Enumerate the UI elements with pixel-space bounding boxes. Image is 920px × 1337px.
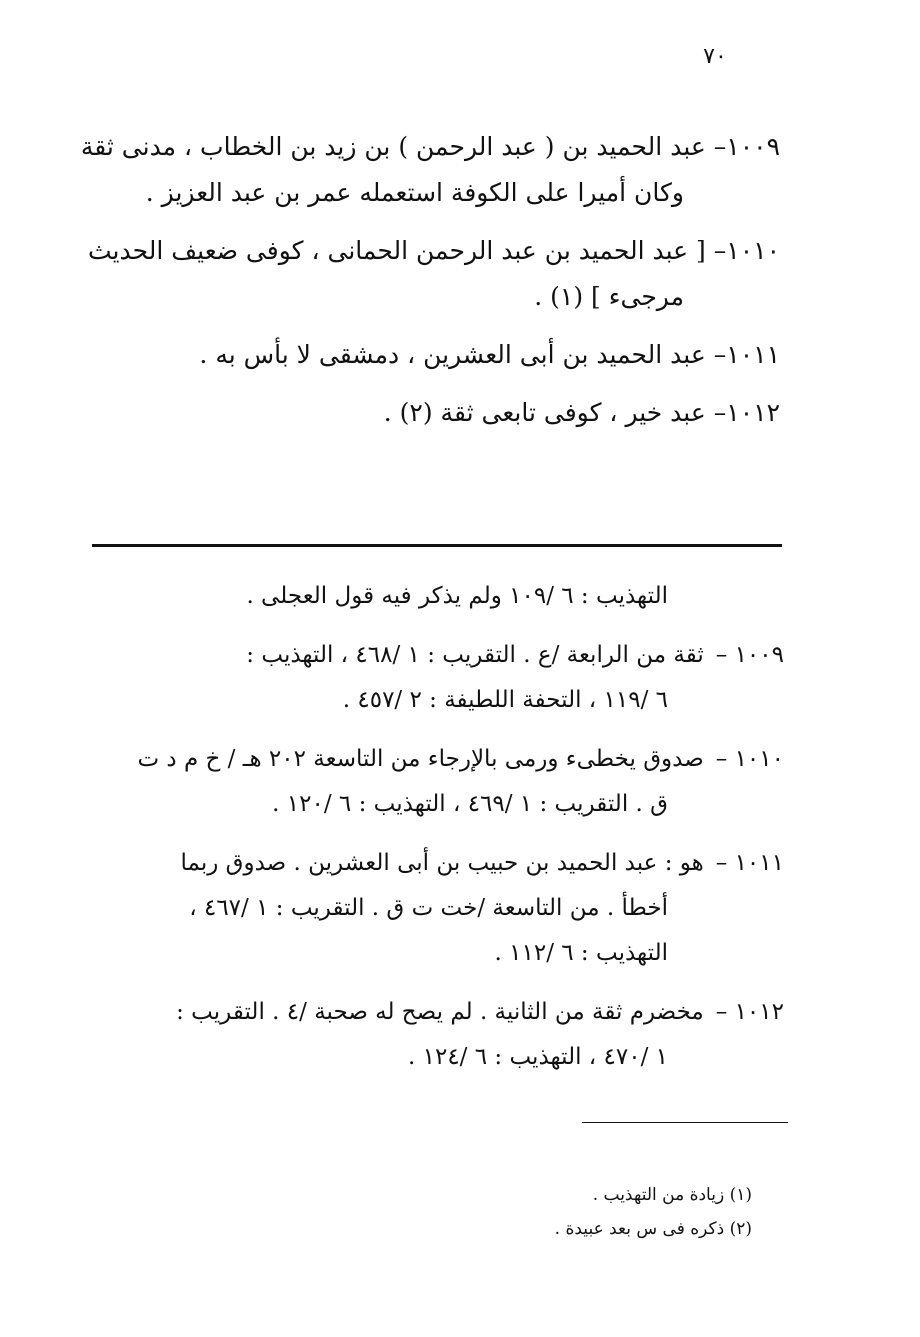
note-1011 bbox=[90, 841, 784, 976]
entry-1011 bbox=[80, 332, 780, 378]
entry-number: ١٠٠٩– bbox=[713, 132, 780, 161]
note-number: ١٠١٠ – bbox=[715, 746, 784, 772]
entry-text: عبد الحميد بن ( عبد الرحمن ) بن زيد بن الخطاب ، مدنى ثقة bbox=[80, 132, 706, 161]
entry-text-continued: مرجىء ] (١) . bbox=[534, 282, 684, 311]
note-number: ١٠١٢ – bbox=[715, 999, 784, 1025]
footnote-1: (١) زيادة من التهذيب . bbox=[592, 1185, 752, 1205]
note-1009 bbox=[90, 633, 784, 723]
note-text: صدوق يخطىء ورمى بالإرجاء من التاسعة ٢٠٢ هـ / خ م د ت bbox=[137, 746, 704, 772]
entry-1010 bbox=[80, 228, 780, 320]
entry-1009 bbox=[80, 124, 780, 216]
entry-number: ١٠١٢– bbox=[713, 398, 780, 427]
entries-list bbox=[80, 124, 780, 448]
note-text: مخضرم ثقة من الثانية . لم يصح له صحبة /٤ . التقريب : bbox=[176, 999, 704, 1025]
notes-section bbox=[90, 574, 784, 1094]
entry-text: عبد خير ، كوفى تابعى ثقة (٢) . bbox=[383, 398, 706, 427]
footnotes-divider bbox=[582, 1122, 788, 1123]
entry-text: [ عبد الحميد بن عبد الرحمن الحمانى ، كوفى ضعيف الحديث bbox=[88, 236, 706, 265]
footnotes bbox=[480, 1178, 752, 1246]
page-number: ٧٠ bbox=[703, 44, 727, 69]
note-text-continued: التهذيب : ٦ /١١٢ . bbox=[494, 940, 668, 966]
note-text: هو : عبد الحميد بن حبيب بن أبى العشرين . صدوق ربما bbox=[180, 850, 704, 876]
entry-1012 bbox=[80, 390, 780, 436]
entry-text-continued: وكان أميرا على الكوفة استعمله عمر بن عبد العزيز . bbox=[145, 178, 684, 207]
note-number: ١٠١١ – bbox=[715, 850, 784, 876]
note-number: ١٠٠٩ – bbox=[715, 642, 784, 668]
note-text-continued: أخطأ . من التاسعة /خت ت ق . التقريب : ١ /٤٦٧ ، bbox=[189, 895, 668, 921]
note-text-continued: ق . التقريب : ١ /٤٦٩ ، التهذيب : ٦ /١٢٠ . bbox=[272, 791, 668, 817]
note-text-continued: ١ /٤٧٠ ، التهذيب : ٦ /١٢٤ . bbox=[407, 1044, 668, 1070]
note-1012 bbox=[90, 990, 784, 1080]
entry-number: ١٠١٠– bbox=[713, 236, 780, 265]
note-continuation: التهذيب : ٦ /١٠٩ ولم يذكر فيه قول العجلى . bbox=[246, 583, 668, 609]
footnote-2: (٢) ذكره فى س بعد عبيدة . bbox=[554, 1219, 752, 1239]
entry-number: ١٠١١– bbox=[713, 340, 780, 369]
note-text: ثقة من الرابعة /ع . التقريب : ١ /٤٦٨ ، التهذيب : bbox=[246, 642, 704, 668]
note-1010 bbox=[90, 737, 784, 827]
entry-text: عبد الحميد بن أبى العشرين ، دمشقى لا بأس به . bbox=[199, 340, 706, 369]
note-text-continued: ٦ /١١٩ ، التحفة اللطيفة : ٢ /٤٥٧ . bbox=[342, 687, 668, 713]
notes-divider bbox=[92, 544, 782, 547]
